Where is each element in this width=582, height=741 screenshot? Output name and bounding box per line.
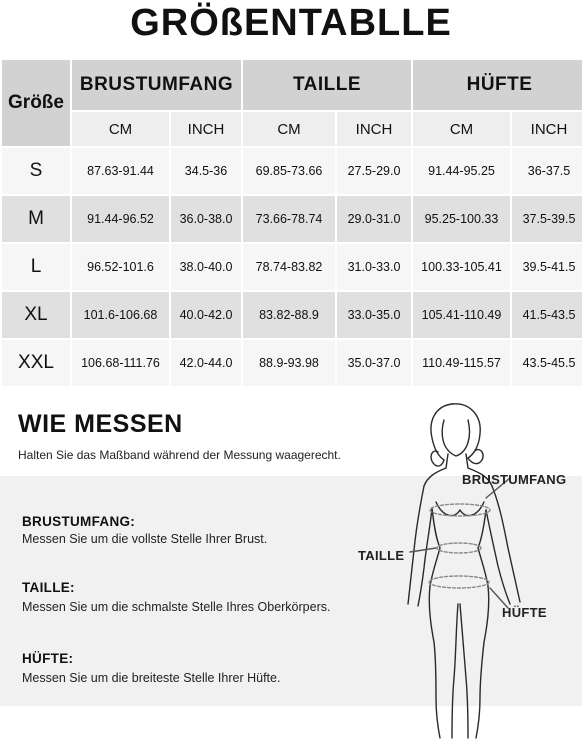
table-cell: 91.44-96.52: [72, 196, 169, 242]
waist-heading: TAILLE:: [22, 580, 75, 595]
table-cell: 110.49-115.57: [413, 340, 510, 386]
waist-figure-label: TAILLE: [358, 548, 405, 563]
hip-description: Messen Sie um die breiteste Stelle Ihrer Hüfte.: [22, 671, 281, 685]
table-cell: 41.5-43.5: [512, 292, 582, 338]
size-cell: XL: [2, 292, 70, 338]
unit-header: INCH: [171, 112, 241, 146]
hip-heading: HÜFTE:: [22, 651, 74, 666]
size-table: [0, 58, 582, 388]
table-row: [2, 340, 582, 386]
bust-figure-label: BRUSTUMFANG: [462, 472, 567, 487]
table-row: [2, 196, 582, 242]
table-cell: 73.66-78.74: [243, 196, 335, 242]
table-cell: 27.5-29.0: [337, 148, 411, 194]
unit-header: CM: [413, 112, 510, 146]
page-title: GRÖßENTABLLE: [130, 2, 452, 44]
table-cell: 43.5-45.5: [512, 340, 582, 386]
size-cell: L: [2, 244, 70, 290]
table-cell: 87.63-91.44: [72, 148, 169, 194]
unit-header: CM: [243, 112, 335, 146]
hip-figure-label: HÜFTE: [502, 605, 547, 620]
table-cell: 36.0-38.0: [171, 196, 241, 242]
table-cell: 35.0-37.0: [337, 340, 411, 386]
bust-group-header: BRUSTUMFANG: [72, 60, 241, 110]
table-cell: 38.0-40.0: [171, 244, 241, 290]
table-cell: 88.9-93.98: [243, 340, 335, 386]
table-row: [2, 292, 582, 338]
size-column-header: Größe: [2, 60, 70, 146]
hip-group-header: HÜFTE: [413, 60, 582, 110]
bust-description: Messen Sie um die vollste Stelle Ihrer Brust.: [22, 532, 268, 546]
how-to-measure-title: WIE MESSEN: [18, 410, 183, 438]
unit-header: INCH: [337, 112, 411, 146]
table-row: [2, 244, 582, 290]
table-cell: 36-37.5: [512, 148, 582, 194]
size-cell: XXL: [2, 340, 70, 386]
size-cell: S: [2, 148, 70, 194]
table-cell: 101.6-106.68: [72, 292, 169, 338]
how-to-measure-section: [0, 398, 582, 741]
table-cell: 69.85-73.66: [243, 148, 335, 194]
table-cell: 42.0-44.0: [171, 340, 241, 386]
waist-group-header: TAILLE: [243, 60, 411, 110]
table-cell: 33.0-35.0: [337, 292, 411, 338]
how-to-measure-subtitle: Halten Sie das Maßband während der Messung waagerecht.: [18, 448, 341, 462]
table-cell: 39.5-41.5: [512, 244, 582, 290]
table-cell: 105.41-110.49: [413, 292, 510, 338]
table-cell: 78.74-83.82: [243, 244, 335, 290]
unit-header: CM: [72, 112, 169, 146]
table-row: [2, 148, 582, 194]
table-cell: 37.5-39.5: [512, 196, 582, 242]
table-cell: 106.68-111.76: [72, 340, 169, 386]
table-cell: 34.5-36: [171, 148, 241, 194]
body-outline-icon: [340, 398, 582, 741]
bust-heading: BRUSTUMFANG:: [22, 514, 136, 529]
table-cell: 83.82-88.9: [243, 292, 335, 338]
waist-description: Messen Sie um die schmalste Stelle Ihres Oberkörpers.: [22, 600, 331, 614]
size-cell: M: [2, 196, 70, 242]
table-cell: 95.25-100.33: [413, 196, 510, 242]
table-cell: 40.0-42.0: [171, 292, 241, 338]
table-cell: 91.44-95.25: [413, 148, 510, 194]
table-cell: 31.0-33.0: [337, 244, 411, 290]
table-cell: 100.33-105.41: [413, 244, 510, 290]
table-cell: 96.52-101.6: [72, 244, 169, 290]
unit-header: INCH: [512, 112, 582, 146]
table-cell: 29.0-31.0: [337, 196, 411, 242]
